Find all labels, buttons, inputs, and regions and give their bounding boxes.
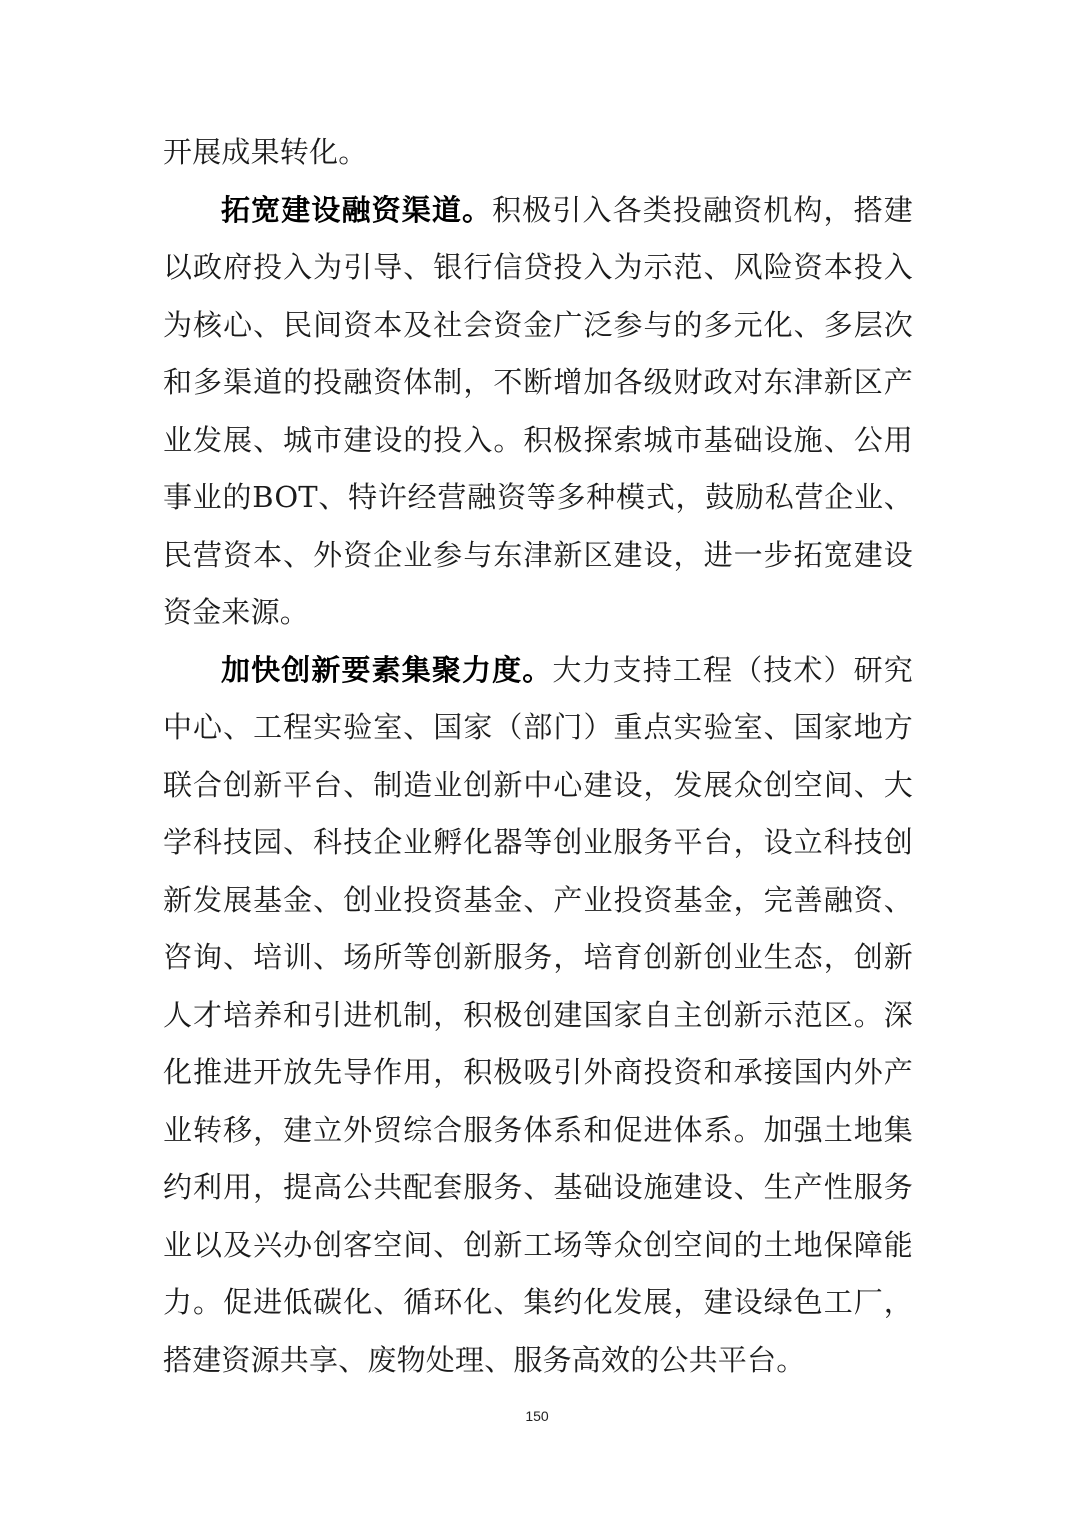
paragraph-financing-channels — [163, 182, 913, 642]
page-number: 150 — [525, 1408, 549, 1424]
paragraph-innovation-elements — [163, 642, 913, 1390]
paragraph-continuation — [163, 124, 913, 182]
paragraph-heading: 加快创新要素集聚力度。 — [221, 652, 553, 687]
paragraph-heading: 拓宽建设融资渠道。 — [221, 192, 493, 227]
body-text — [163, 124, 913, 1389]
paragraph-text: 大力支持工程（技术）研究中心、工程实验室、国家（部门）重点实验室、国家地方联合创新平台、制造业创新中心建设，发展众创空间、大学科技园、科技企业孵化器等创业服务平台，设立科技创新发展基金、创业投资基金、产业投资基金，完善融资、咨询、培训、场所等创新服务，培育创新创业生态，创新人才培养和引进机制，积极创建国家自主创新示范区。深化推进开放先导作用，积极吸引外商投资和承接国内外产业转移，建立外贸综合服务体系和促进体系。加强土地集约利用，提高公共配套服务、基础设施建设、生产性服务业以及兴办创客空间、创新工场等众创空间的土地保障能力。促进低碳化、循环化、集约化发展，建设绿色工厂，搭建资源共享、废物处理、服务高效的公共平台。 — [163, 652, 914, 1377]
paragraph-text: 积极引入各类投融资机构，搭建以政府投入为引导、银行信贷投入为示范、风险资本投入为核心、民间资本及社会资金广泛参与的多元化、多层次和多渠道的投融资体制，不断增加各级财政对东津新区产业发展、城市建设的投入。积极探索城市基础设施、公用事业的BOT、特许经营融资等多种模式，鼓励私营企业、民营资本、外资企业参与东津新区建设，进一步拓宽建设资金来源。 — [163, 192, 913, 629]
paragraph-text: 开展成果转化。 — [163, 135, 368, 169]
